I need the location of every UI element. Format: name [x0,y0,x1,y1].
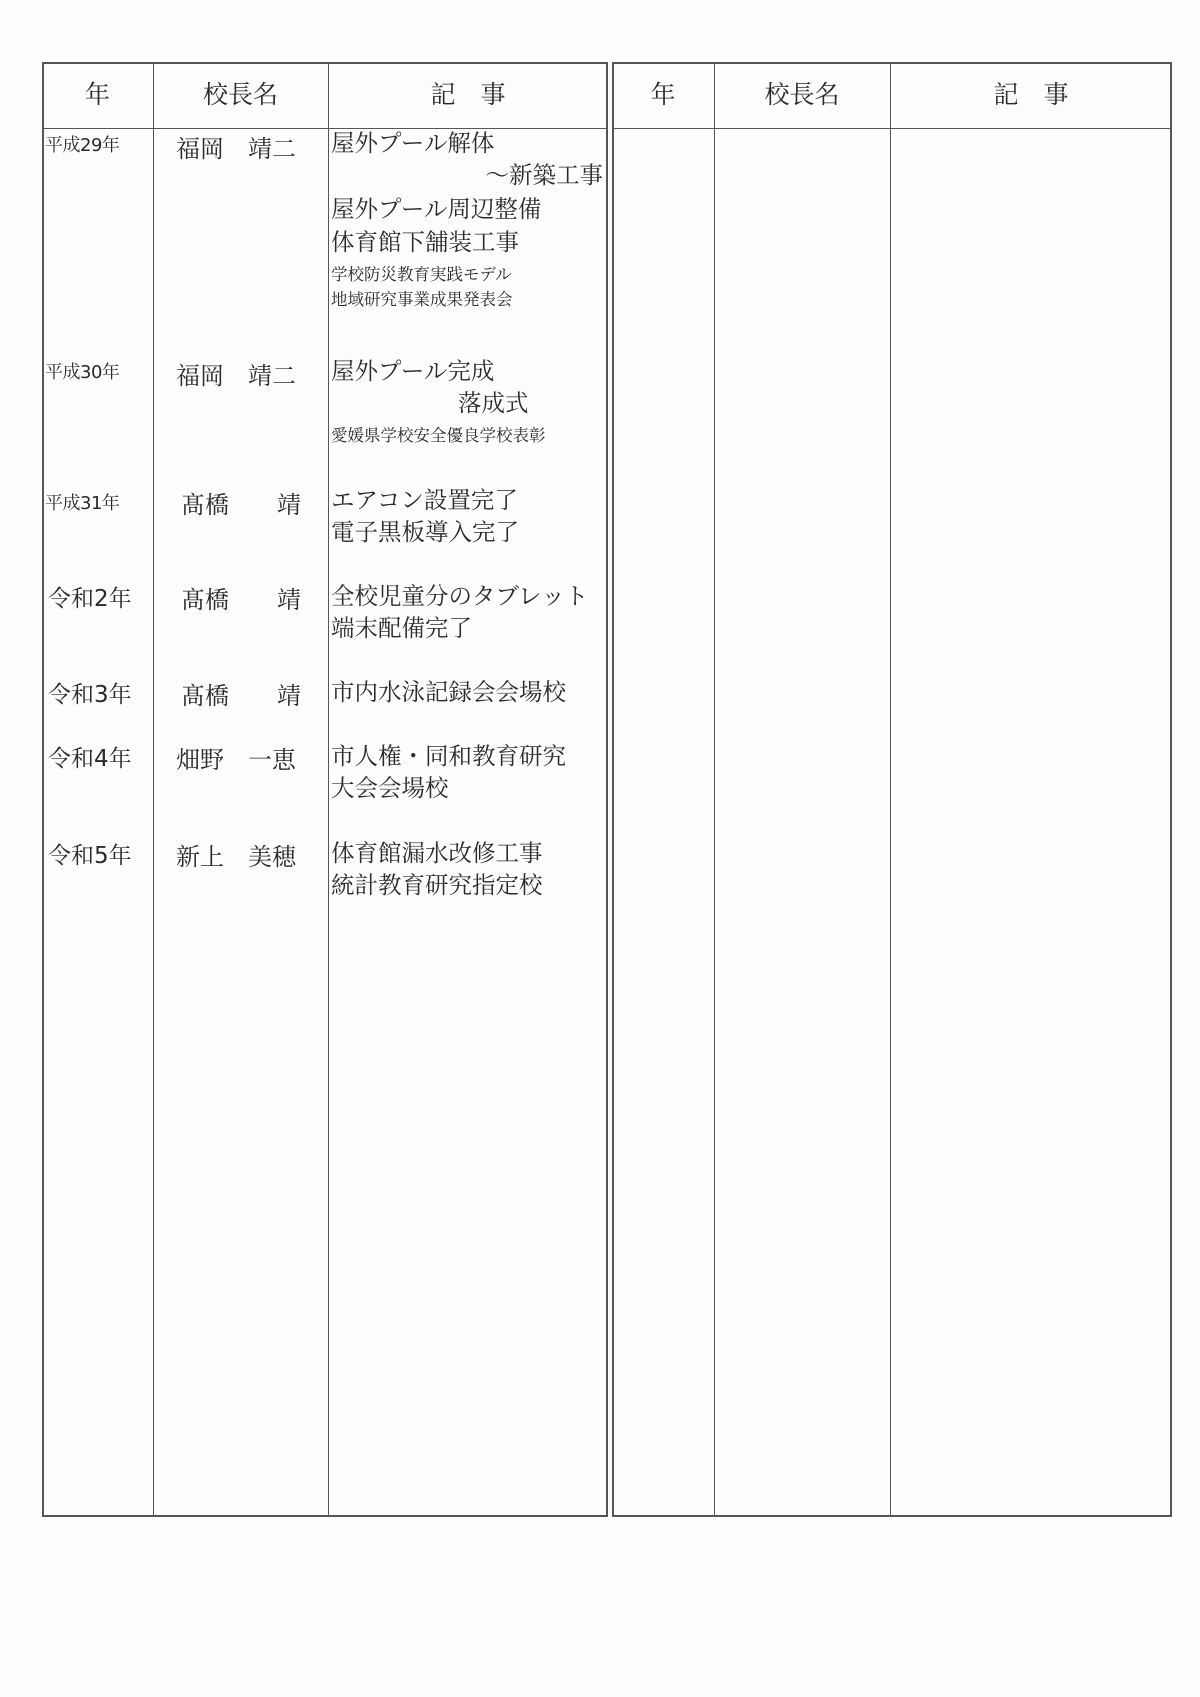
row-principal: 福岡 靖二 [176,362,296,390]
row-event: 統計教育研究指定校 [331,871,543,899]
right-divider-2 [890,62,891,1517]
row-principal: 福岡 靖二 [176,135,296,163]
row-event: 市内水泳記録会会場校 [331,678,566,706]
row-year: 平成29年 [45,135,120,156]
row-year: 令和5年 [48,843,132,869]
row-principal: 畑野 一恵 [176,746,296,774]
row-year: 令和3年 [48,682,132,708]
row-event: 落成式 [458,389,529,417]
row-event: 地域研究事業成果発表会 [331,290,513,309]
right-header-rule [612,128,1172,129]
right-header-year: 年 [650,80,676,109]
right-header-record: 記 事 [993,80,1069,109]
left-divider-2 [328,62,329,1517]
row-event: 愛媛県学校安全優良学校表彰 [331,426,546,445]
left-header-year: 年 [84,80,110,109]
row-event: ～新築工事 [485,161,603,189]
row-event: 屋外プール解体 [331,129,495,157]
left-divider-1 [153,62,154,1517]
row-year: 令和4年 [48,746,132,772]
row-principal: 新上 美穂 [176,843,296,871]
row-principal: 髙橋 靖 [181,491,301,519]
row-event: 学校防災教育実践モデル [331,265,512,284]
row-event: エアコン設置完了 [331,486,518,514]
row-event: 全校児童分のタブレット [331,582,589,610]
left-header-record: 記 事 [430,80,506,109]
row-principal: 髙橋 靖 [181,586,301,614]
right-divider-1 [714,62,715,1517]
row-event: 端末配備完了 [331,614,472,642]
row-event: 体育館下舗装工事 [331,228,519,256]
left-header-rule [42,128,608,129]
row-event: 大会会場校 [331,774,449,802]
right-header-principal: 校長名 [764,80,840,109]
row-event: 電子黒板導入完了 [331,518,519,546]
left-table [42,62,608,1517]
left-header-principal: 校長名 [202,80,278,109]
row-event: 市人権・同和教育研究 [331,742,566,770]
row-principal: 髙橋 靖 [181,682,301,710]
row-year: 令和2年 [48,586,132,612]
row-event: 屋外プール周辺整備 [331,195,542,223]
row-year: 平成30年 [45,362,120,383]
right-table [612,62,1172,1517]
row-year: 平成31年 [45,493,120,514]
row-event: 体育館漏水改修工事 [331,839,543,867]
row-event: 屋外プール完成 [331,357,495,385]
